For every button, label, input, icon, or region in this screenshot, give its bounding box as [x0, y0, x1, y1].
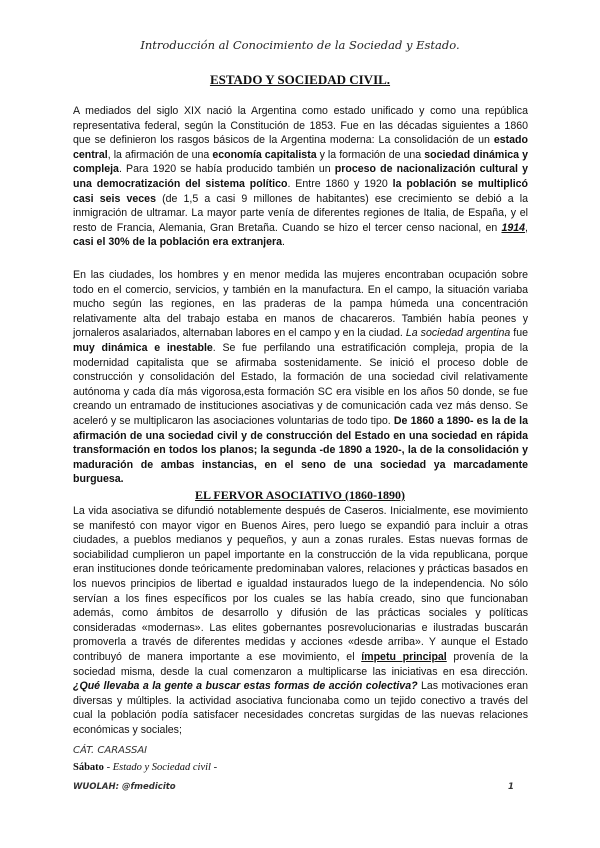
text-run: provenía de la sociedad misma, desde la cual comenzaron a multiplicarse las iniciativas en esa dirección.: [73, 650, 528, 678]
footer-book-title: Estado y Sociedad civil: [112, 762, 211, 773]
text-run: La vida asociativa se difundió notablemente después de Caseros. Inicialmente, ese movimiento se manifestó con mayor vigor en Buenos Aires, pero luego se expandió para incluir a otras ciudades, a pueblos medianos y pequeños, y aun a zonas rurales. Estas nuevas formas de sociabilidad cumplieron un papel importante en la construcción de la vida republicana, porque eran instituciones donde teóricamente predominaban valores, relaciones y prácticas basados en los nuevos principios de libertad e igualdad instaurados luego de la independencia. No sólo servían a los fines específicos por los cuales se las había creado, sino que funcionaban además, como ámbitos de desarrollo y difusión de las prácticas sociales y políticas consideradas «modernas». Las elites gobernantes posrevolucionarias e ilustradas buscarán promoverla a través de diferentes medidas y acciones «desde arriba». Y aunque el Estado contribuyó de manera importante a ese movimiento, el: [73, 505, 528, 663]
text-run: A mediados del siglo XIX nació la Argentina como estado unificado y como una república representativa federal, según la Constitución de 1853. Fue en las décadas siguientes a 1860 que se definieron los rasgos básicos de la Argentina moderna: La consolidación de un: [73, 105, 528, 147]
text-run: ¿Qué llevaba a la gente a buscar estas formas de acción colectiva?: [73, 680, 418, 693]
section-title: EL FERVOR ASOCIATIVO (1860-1890): [195, 488, 405, 502]
text-run: la población se multiplicó casi seis veces: [73, 177, 528, 205]
text-run: proceso de nacionalización cultural y una democratización del sistema político: [73, 163, 528, 190]
footer-reference: [73, 762, 217, 773]
text-run: sociedad dinámica y compleja: [73, 148, 528, 176]
text-run: , la afirmación de una: [107, 148, 213, 161]
text-run: casi el 30% de la población era extranjera: [73, 236, 283, 249]
text-run: fue: [510, 327, 528, 340]
page-number: 1: [508, 782, 514, 792]
text-run: Las motivaciones eran diversas y múltiples. la actividad asociativa funcionaba como un tejido conectivo a través del cual la población podía satisfacer necesidades concretas surgidas de las nuevas relaciones económicas y sociales;: [73, 680, 528, 736]
paragraph-3: [73, 504, 528, 738]
footer-credit: WUOLAH: @fmedicito: [73, 782, 176, 792]
text-run: ,: [525, 221, 528, 234]
document-title: ESTADO Y SOCIEDAD CIVIL.: [209, 72, 391, 87]
text-run: economía capitalista: [212, 148, 317, 161]
text-run: (de 1,5 a casi 9 millones de habitantes) ese crecimiento se debió a la inmigración de ultramar. La mayor parte venía de diferentes regiones de Italia, de España, y el resto de Francia, Alemania, Gran Bretaña. Cuando se hizo el tercer censo nacional, en: [73, 192, 528, 234]
footer-author: CÁT. CARASSAI: [73, 745, 148, 756]
paragraph-1: [73, 104, 528, 250]
text-run: De 1860 a 1890- es la de la afirmación de una sociedad civil y de construcción del Estado en una sociedad en rápida transformación en todos los planos; la segunda -de 1890 a 1920-, la de la consolidación y maduración de ambas instancias, en el seno de una sociedad ya marcadamente burguesa.: [73, 414, 528, 486]
footer-book-author: Sábato: [73, 762, 104, 773]
text-run: . Se fue perfilando una estratificación compleja, propia de la modernidad capitalista que se afirmaba sostenidamente. Se inició el proceso doble de construcción y consolidación del Estado, la formación de una sociedad civil relativamente autónoma y cada día más vigorosa,esta formación SC era visible en los años 50 donde, se fue creando un entramado de instituciones asociativas y de comunicación cada vez más denso. Se aceleró y se multiplicaron las asociaciones voluntarias de todo tipo.: [73, 341, 529, 427]
text-run: . Entre 1860 y 1920: [287, 177, 393, 190]
text-run: ímpetu principal: [361, 650, 447, 663]
text-run: muy dinámica e inestable: [73, 341, 213, 354]
footer-end: -: [210, 762, 218, 773]
text-run: En las ciudades, los hombres y en menor medida las mujeres encontraban ocupación sobre todo en el comercio, servicios, y también en la manufactura. En el campo, la situación variaba mucho según las regiones, en las praderas de la pampa húmeda una concentración relativamente alta del trabajo estaba en manos de chacareros. También había peones y jornaleros asalariados, alternaban labores en el campo y en la ciudad.: [73, 269, 528, 340]
paragraph-2: [73, 268, 528, 487]
text-run: 1914: [501, 221, 526, 234]
text-run: La sociedad argentina: [405, 327, 511, 340]
text-run: . Para 1920 se había producido también un: [118, 163, 335, 176]
text-run: y la formación de una: [316, 148, 425, 161]
text-run: .: [282, 236, 285, 249]
footer-sep: -: [103, 762, 113, 773]
page-header: Introducción al Conocimiento de la Sociedad y Estado.: [140, 38, 460, 52]
text-run: estado central: [73, 134, 528, 161]
